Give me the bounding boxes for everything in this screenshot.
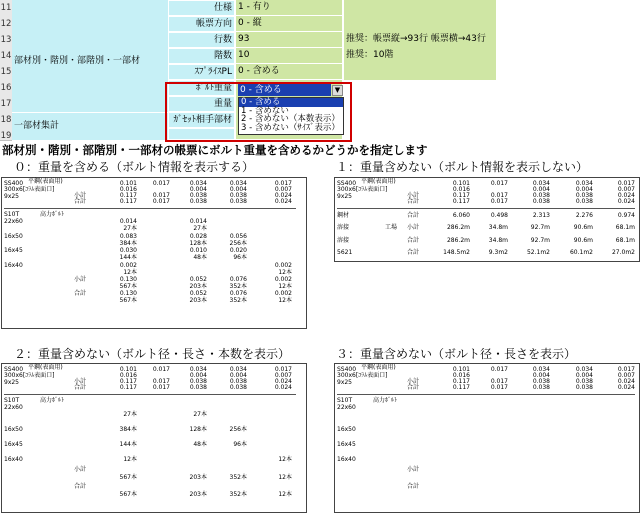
recommend-note: 推奨：帳票縦→93行 帳票横→43行 (344, 32, 496, 48)
report-cell: 203本 (189, 474, 207, 481)
bolt-size: 16x45 (4, 247, 23, 254)
bolt-size: 16x40 (337, 456, 356, 463)
report-cell: 0.038 (575, 198, 593, 205)
label-cell-group[interactable] (12, 113, 168, 141)
report-cell: 52.1m2 (526, 249, 550, 256)
report-cell: 0.007 (617, 372, 635, 379)
report-cell: 0.034 (229, 180, 247, 187)
report-cell: 0.038 (189, 384, 207, 391)
bolt-grade: S10T (4, 211, 20, 218)
report-cell: 0.016 (119, 186, 137, 193)
report-cell: 0.024 (274, 198, 292, 205)
report-cell: 0.010 (189, 247, 207, 254)
report-cell: 0.017 (490, 180, 508, 187)
report-cell: 0.024 (617, 384, 635, 391)
option-2-caption: ２：重量含めない（ボルト径・長さ・本数を表示） (14, 347, 291, 361)
report-cell: 12本 (278, 283, 292, 290)
report-cell: 144本 (119, 254, 137, 261)
row-number[interactable]: 12 (0, 16, 12, 33)
report-cell: 90.6m (573, 237, 593, 244)
report-cell: 60.1m2 (569, 249, 593, 256)
report-cell: 0.017 (490, 198, 508, 205)
report-cell: 0.007 (617, 186, 635, 193)
setting-name-cell[interactable]: 行数 (168, 32, 235, 48)
report-cell: 0.038 (532, 198, 550, 205)
setting-value-cell[interactable]: 1 - 有り (236, 0, 342, 16)
report-total-label: 合計 (74, 198, 87, 205)
dropdown-option[interactable]: 0 - 含める (239, 98, 343, 107)
dropdown-options-list[interactable] (238, 97, 344, 135)
summary-key: 合計 (407, 249, 420, 256)
report-cell: 352本 (229, 283, 247, 290)
setting-name-cell[interactable]: ｶﾞｾｯﾄ相手部材 (168, 112, 235, 128)
report-cell: 0.083 (119, 233, 137, 240)
report-cell: 0.016 (452, 186, 470, 193)
report-cell: 0.014 (189, 218, 207, 225)
report-cell: 567本 (119, 474, 137, 481)
report-cell: 0.034 (189, 180, 207, 187)
bolt-size: 16x50 (337, 426, 356, 433)
report-cell: 0.038 (229, 192, 247, 199)
report-cell: 0.004 (532, 186, 550, 193)
report-cell: 0.034 (532, 366, 550, 373)
report-cell: 0.017 (274, 180, 292, 187)
report-cell: 0.004 (575, 186, 593, 193)
setting-name-cell[interactable]: 仕様 (168, 0, 235, 16)
report-cell: 144本 (119, 441, 137, 448)
report-cell: 0.017 (152, 378, 170, 385)
report-cell: 203本 (189, 297, 207, 304)
setting-value-cell[interactable]: 0 - 含める (236, 64, 342, 80)
report-cell: 34.8m (488, 224, 508, 231)
report-cell: 567本 (119, 491, 137, 498)
report-cell: 0.038 (575, 378, 593, 385)
report-cell: 27本 (193, 411, 207, 418)
report-subtotal-label: 小計 (74, 192, 87, 199)
report-cell: 0.056 (229, 233, 247, 240)
bolt-size: 16x40 (4, 262, 23, 269)
report-cell: 0.038 (575, 384, 593, 391)
report-cell: 0.030 (119, 247, 137, 254)
report-subtotal-label: 小計 (407, 378, 420, 385)
report-type: 平鋼(表面用) (28, 178, 63, 185)
report-material: SS400 (337, 366, 357, 373)
report-cell: 0.101 (119, 366, 137, 373)
report-cell: 286.2m (446, 224, 470, 231)
bolt-type: 高力ﾎﾞﾙﾄ (40, 211, 65, 218)
report-cell: 0.038 (229, 384, 247, 391)
report-cell: 0.038 (229, 378, 247, 385)
summary-key: 合計 (407, 237, 420, 244)
report-preview-option-1 (334, 177, 640, 262)
report-cell: 48本 (193, 254, 207, 261)
divider (337, 394, 635, 395)
report-cell: 0.117 (119, 384, 137, 391)
bolt-type: 高力ﾎﾞﾙﾄ (40, 397, 65, 404)
report-cell: 12本 (278, 297, 292, 304)
report-cell: 384本 (119, 240, 137, 247)
report-size: 9x25 (337, 379, 353, 386)
report-cell: 0.024 (274, 378, 292, 385)
bolt-weight-dropdown[interactable]: 0 - 含める (238, 84, 331, 96)
report-preview-option-2 (1, 363, 307, 513)
report-cell: 0.034 (575, 366, 593, 373)
report-cell: 0.017 (152, 180, 170, 187)
report-total-label: 合計 (407, 384, 420, 391)
note-cell-blank (344, 64, 496, 80)
report-cell: 0.974 (617, 212, 635, 219)
report-cell: 0.117 (452, 378, 470, 385)
bolt-size: 16x50 (4, 426, 23, 433)
report-cell: 0.101 (452, 366, 470, 373)
report-cell: 0.017 (152, 192, 170, 199)
report-cell: 0.028 (189, 233, 207, 240)
report-cell: 27.0m2 (611, 249, 635, 256)
summary-key: 小計 (407, 224, 420, 231)
label-cell-group[interactable] (12, 0, 168, 113)
report-type: 平鋼(表面用) (28, 364, 63, 371)
report-subtotal-label: 小計 (407, 466, 420, 473)
row-number[interactable]: 16 (0, 80, 12, 97)
bolt-type: 高力ﾎﾞﾙﾄ (373, 397, 398, 404)
report-cell: 0.034 (189, 366, 207, 373)
setting-name-cell[interactable]: 階数 (168, 48, 235, 64)
report-cell: 12本 (278, 474, 292, 481)
divider (337, 208, 635, 209)
report-material: SS400 (337, 180, 357, 187)
setting-value-cell[interactable]: 93 (236, 32, 342, 48)
report-cell: 0.007 (274, 372, 292, 379)
report-material: SS400 (4, 366, 24, 373)
report-cell: 0.020 (229, 247, 247, 254)
divider (4, 208, 296, 209)
report-cell: 203本 (189, 283, 207, 290)
report-cell: 0.130 (119, 290, 137, 297)
option-1-caption: １：重量含めない（ボルト情報を表示しない） (336, 160, 589, 174)
page-heading: 部材別・階別・部階別・一部材の帳票にボルト重量を含めるかどうかを指定します (2, 143, 428, 157)
report-size: 9x25 (4, 379, 20, 386)
report-cell: 0.004 (532, 372, 550, 379)
report-preview-option-0 (1, 177, 307, 329)
report-cell: 0.117 (119, 378, 137, 385)
summary-mid: 工場 (385, 224, 398, 231)
report-cell: 27本 (193, 225, 207, 232)
recommend-note: 推奨：10階 (344, 48, 496, 64)
report-cell: 0.004 (189, 186, 207, 193)
report-cell: 0.117 (119, 192, 137, 199)
setting-name-cell[interactable]: 帳票方向 (168, 16, 235, 32)
report-material: SS400 (4, 180, 24, 187)
report-cell: 0.034 (575, 180, 593, 187)
report-cell: 0.002 (274, 262, 292, 269)
report-cell: 27本 (123, 225, 137, 232)
report-cell: 0.016 (119, 372, 137, 379)
report-cell: 2.313 (532, 212, 550, 219)
chevron-down-icon[interactable]: ▼ (332, 85, 343, 96)
report-cell: 0.052 (189, 290, 207, 297)
report-size: 300x6[ｺﾗﾑ表面口] (4, 186, 55, 193)
report-cell: 0.017 (617, 366, 635, 373)
report-cell: 92.7m (530, 237, 550, 244)
report-cell: 0.034 (532, 180, 550, 187)
report-cell: 352本 (229, 491, 247, 498)
report-subtotal-label: 小計 (74, 276, 87, 283)
summary-label: 溶接 (337, 224, 350, 231)
report-total-label: 合計 (407, 483, 420, 490)
report-cell: 0.004 (575, 372, 593, 379)
dropdown-option[interactable]: 1 - 含めない (241, 105, 289, 116)
report-cell: 0.038 (189, 192, 207, 199)
report-cell: 12本 (123, 269, 137, 276)
report-cell: 0.038 (575, 192, 593, 199)
report-cell: 27本 (123, 411, 137, 418)
report-cell: 352本 (229, 297, 247, 304)
bolt-grade: S10T (337, 397, 353, 404)
spreadsheet-area (0, 0, 643, 140)
note-cell-blank (344, 0, 496, 32)
report-size: 300x6[ｺﾗﾑ表面口] (337, 372, 388, 379)
report-cell: 0.038 (229, 198, 247, 205)
report-cell: 0.024 (617, 192, 635, 199)
setting-name-cell[interactable]: ﾎﾞﾙﾄ重量 (168, 80, 235, 96)
report-cell: 0.117 (452, 192, 470, 199)
report-cell: 0.007 (274, 186, 292, 193)
report-cell: 0.017 (152, 198, 170, 205)
report-subtotal-label: 小計 (74, 466, 87, 473)
report-cell: 0.117 (119, 198, 137, 205)
row-number[interactable]: 19 (0, 128, 12, 141)
report-cell: 0.002 (274, 290, 292, 297)
report-cell: 0.498 (490, 212, 508, 219)
setting-name-cell[interactable]: 重量 (168, 96, 235, 112)
row-number[interactable]: 15 (0, 64, 12, 81)
bolt-size: 16x50 (4, 233, 23, 240)
report-cell: 2.276 (575, 212, 593, 219)
report-subtotal-label: 小計 (74, 378, 87, 385)
report-cell: 286.2m (446, 237, 470, 244)
report-cell: 0.038 (189, 198, 207, 205)
report-cell: 256本 (229, 240, 247, 247)
report-cell: 0.002 (274, 276, 292, 283)
report-total-label: 合計 (74, 290, 87, 297)
report-cell: 0.002 (119, 262, 137, 269)
report-cell: 203本 (189, 491, 207, 498)
report-cell: 92.7m (530, 224, 550, 231)
report-cell: 0.101 (452, 180, 470, 187)
report-cell: 6.060 (452, 212, 470, 219)
report-cell: 0.014 (119, 218, 137, 225)
report-cell: 90.6m (573, 224, 593, 231)
row-number[interactable]: 13 (0, 32, 12, 49)
report-cell: 0.017 (490, 192, 508, 199)
bolt-size: 16x45 (337, 441, 356, 448)
report-cell: 0.017 (617, 180, 635, 187)
report-cell: 148.5m2 (443, 249, 470, 256)
report-cell: 0.101 (119, 180, 137, 187)
report-size: 9x25 (337, 193, 353, 200)
report-cell: 384本 (119, 426, 137, 433)
report-cell: 0.017 (274, 366, 292, 373)
report-cell: 0.017 (490, 384, 508, 391)
report-cell: 0.038 (189, 378, 207, 385)
report-cell: 128本 (189, 426, 207, 433)
report-cell: 567本 (119, 283, 137, 290)
report-cell: 0.038 (532, 384, 550, 391)
report-cell: 12本 (278, 456, 292, 463)
row-label: 一部材集計 (14, 121, 60, 131)
row-number[interactable]: 18 (0, 112, 12, 129)
divider (4, 394, 296, 395)
report-subtotal-label: 小計 (407, 192, 420, 199)
report-cell: 12本 (278, 491, 292, 498)
report-cell: 0.076 (229, 276, 247, 283)
summary-label: 溶接 (337, 237, 350, 244)
report-cell: 0.038 (532, 378, 550, 385)
report-total-label: 合計 (74, 483, 87, 490)
report-cell: 0.017 (152, 366, 170, 373)
row-number[interactable]: 11 (0, 0, 12, 17)
report-cell: 0.004 (189, 372, 207, 379)
report-cell: 0.130 (119, 276, 137, 283)
row-number[interactable]: 17 (0, 96, 12, 113)
report-cell: 34.8m (488, 237, 508, 244)
report-cell: 0.024 (617, 198, 635, 205)
report-total-label: 合計 (74, 384, 87, 391)
report-cell: 0.117 (452, 198, 470, 205)
report-cell: 0.004 (229, 186, 247, 193)
dropdown-option[interactable]: 2 - 含めない（本数表示） (241, 114, 340, 124)
report-cell: 0.038 (532, 192, 550, 199)
report-preview-option-3 (334, 363, 640, 513)
report-total-label: 合計 (407, 198, 420, 205)
summary-label: 鋼材 (337, 212, 350, 219)
report-cell: 0.024 (274, 192, 292, 199)
option-0-caption: ０：重量を含める（ボルト情報を表示する） (14, 160, 255, 174)
report-cell: 0.052 (189, 276, 207, 283)
report-cell: 128本 (189, 240, 207, 247)
summary-key: 合計 (407, 212, 420, 219)
report-cell: 0.017 (152, 384, 170, 391)
row-label: 部材別・階別・部階別・一部材 (14, 56, 141, 66)
report-cell: 68.1m (615, 224, 635, 231)
bolt-size: 22x60 (4, 218, 23, 225)
report-cell: 0.024 (274, 384, 292, 391)
dropdown-option[interactable]: 3 - 含めない（ｻｲｽﾞ表示） (241, 122, 340, 133)
report-cell: 0.016 (452, 372, 470, 379)
bolt-size: 22x60 (4, 404, 23, 411)
report-cell: 12本 (123, 456, 137, 463)
report-cell: 567本 (119, 297, 137, 304)
bolt-size: 16x40 (4, 456, 23, 463)
report-cell: 48本 (193, 441, 207, 448)
report-cell: 12本 (278, 269, 292, 276)
report-size: 300x6[ｺﾗﾑ表面口] (337, 186, 388, 193)
report-type: 平鋼(表面用) (361, 178, 396, 185)
option-3-caption: ３：重量含めない（ボルト径・長さを表示） (336, 347, 577, 361)
report-size: 9x25 (4, 193, 20, 200)
report-cell: 0.076 (229, 290, 247, 297)
report-cell: 0.017 (490, 366, 508, 373)
summary-label: 5621 (337, 249, 353, 256)
report-cell: 96本 (233, 254, 247, 261)
report-cell: 0.017 (490, 378, 508, 385)
report-cell: 352本 (229, 474, 247, 481)
report-type: 平鋼(表面用) (361, 364, 396, 371)
setting-value-cell[interactable]: 10 (236, 48, 342, 64)
bolt-grade: S10T (4, 397, 20, 404)
report-cell: 0.004 (229, 372, 247, 379)
report-cell: 9.3m2 (488, 249, 508, 256)
report-cell: 68.1m (615, 237, 635, 244)
report-cell: 0.034 (229, 366, 247, 373)
report-cell: 0.024 (617, 378, 635, 385)
setting-value-cell[interactable]: 0 - 縦 (236, 16, 342, 32)
report-cell: 256本 (229, 426, 247, 433)
report-cell: 0.117 (452, 384, 470, 391)
bolt-size: 22x60 (337, 404, 356, 411)
report-cell: 96本 (233, 441, 247, 448)
bolt-size: 16x45 (4, 441, 23, 448)
setting-name-cell[interactable]: ｽﾌﾟﾗｲｽPL (168, 64, 235, 80)
report-size: 300x6[ｺﾗﾑ表面口] (4, 372, 55, 379)
row-number[interactable]: 14 (0, 48, 12, 65)
